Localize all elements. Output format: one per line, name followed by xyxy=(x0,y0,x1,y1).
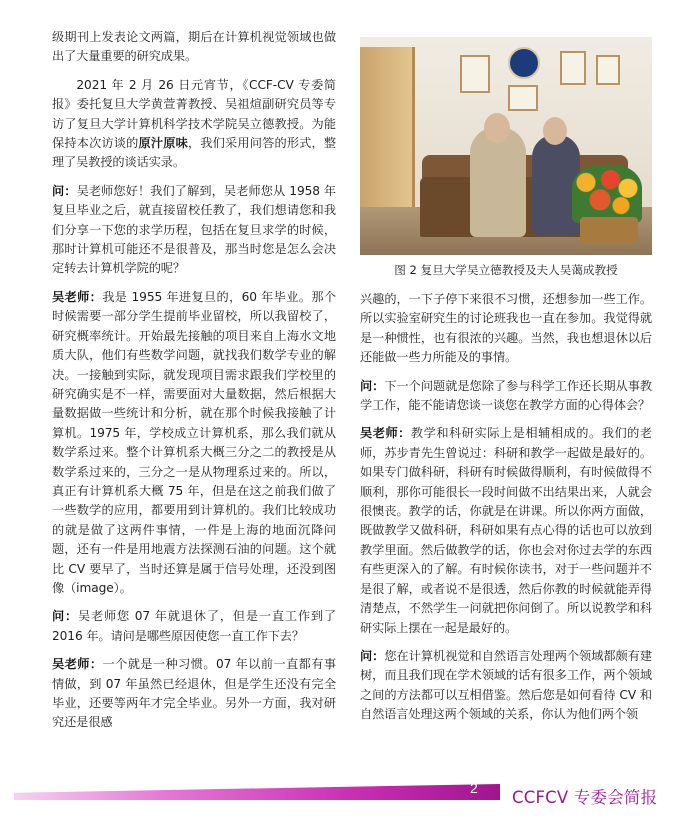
left-column xyxy=(52,28,336,742)
wall-emblem xyxy=(508,47,540,79)
question-4 xyxy=(360,647,652,725)
page-number: 2 xyxy=(470,780,478,796)
person-professor xyxy=(470,127,526,237)
flower-basket xyxy=(580,217,638,243)
answer-1 xyxy=(52,288,336,599)
question-2 xyxy=(52,607,336,646)
text: 级期刊上发表论文两篇，期后在计算机视觉领域也做出了大量重要的研究成果。 xyxy=(52,30,336,64)
text: 兴趣的，一下子停下来很不习惯，还想参加一些工作。所以实验室研究生的讨论班我也一直在参加。我觉得就是一种惯性，也有很浓的兴趣。当然，我也想退休以后还能做一些力所能及的事情。 xyxy=(360,292,652,365)
question-label: 问： xyxy=(360,378,385,393)
question-text: 下一个问题就是您除了参与科学工作还长期从事教学工作，能不能请您谈一谈您在教学方面的心得体会？ xyxy=(360,378,652,413)
text: 2021 年 2 月 26 日元宵节，《CCF-CV 专委简报》委托复旦大学黄萱菁教授、吴祖煊副研究员等专访了复旦大学计算机科学技术学院吴立德教授。为能保持本次访谈的 xyxy=(52,77,336,151)
footer-band xyxy=(14,784,500,800)
wall-frame xyxy=(560,51,586,85)
question-text: 吴老师您 07 年就退休了，但是一直工作到了 2016 年。请问是哪些原因使您一直工作下去？ xyxy=(52,609,336,643)
wall-frame xyxy=(460,55,490,93)
newsletter-brand: CCFCV 专委会简报 xyxy=(512,788,658,807)
paragraph-interview-intro xyxy=(52,76,336,173)
person-head xyxy=(484,113,510,143)
answer-3 xyxy=(360,424,652,637)
answer-label: 吴老师： xyxy=(360,426,411,441)
paragraph-intro-tail xyxy=(52,28,336,67)
answer-label: 吴老师： xyxy=(52,657,103,672)
answer-text: 一个就是一种习惯。07 年以前一直都有事情做，到 07 年虽然已经退休，但是学生还没有完全毕业，还要等两年才完全毕业。另外一方面，我对研究还是很感 xyxy=(52,657,336,730)
question-label: 问： xyxy=(52,183,77,198)
answer-text: 教学和科研实际上是相辅相成的。我们的老师，苏步青先生曾说过：科研和教学一起做是最好的。如果专门做科研，科研有时候做得顺利，有时候做得不顺利，那你可能很长一段时间做不出结果出来，人就会很懊丧。教学的话，你就是在讲课。所以你两方面做，既做教学又做科研，科研如果有点心得的话也可以放到教学里面。然后做教学的话，你也会对你过去学的东西有些更深入的了解。有时候你读书，对于一些问题并不是很了解，或者说不是很透，然后你教的时候就能弄得清楚点，不然学生一问就把你问倒了。所以说教学和科研实际上摆在一起是最好的。 xyxy=(360,426,652,635)
question-text: 您在计算机视觉和自然语言处理两个领域都颇有建树，而且我们现在学术领域的话有很多工作，两个领域之间的方法都可以互相借鉴。然后您是如何看待 CV 和自然语言处理这两个领域的关系，你认为他们两个领 xyxy=(360,648,652,722)
page-footer xyxy=(0,774,685,829)
question-text: 吴老师您好！我们了解到，吴老师您从 1958 年复旦毕业之后，就直接留校任教了，我们想请您和我们分享一下您的求学历程，包括在复旦求学的时候，那时计算机可能还不是很普及，那当时您是怎么会决定转去计算机学院的呢？ xyxy=(52,183,336,276)
person-head xyxy=(543,117,567,145)
text: ，我们采用问答的形式，整理了吴教授的谈话实录。 xyxy=(52,136,336,170)
question-3 xyxy=(360,377,652,416)
right-column xyxy=(360,290,652,734)
answer-2 xyxy=(52,655,336,733)
question-label: 问： xyxy=(360,648,385,663)
question-1 xyxy=(52,182,336,279)
figure-caption: 图 2 复旦大学吴立德教授及夫人吴蔼成教授 xyxy=(394,263,618,277)
wall-frame xyxy=(508,85,538,111)
answer-label: 吴老师： xyxy=(52,289,103,304)
answer-text: 我是 1955 年进复旦的，60 年毕业。那个时候需要一部分学生提前毕业留校，所以我留校了，研究概率统计。开始最先接触的项目来自上海水文地质大队，他们有些数学问题，就找我们数学专业的解决。一接触到实际，就发现项目需求跟我们学校里的研究确实是不一样，需要面对大量数据，然后根据大量数据做一些统计和分析，就在那个时候我接触了计算机。1975 年，学校成立计算机系，那么我们就从数学系过来。整个计算机系大概三分之二的教授是从数学系过来的，三分之一是从物理系过来的。所以，真正有计算机系大概 75 年，但是在这之前我们做了一些数学的应用，都要用到计算机的。我们比较成功的就是做了这两件事情，一件是上海的地面沉降问题，还有一件是用地震方法探测石油的问题。这个就比 CV 要早了，当时还算是属于信号处理，还没到图像（image）。 xyxy=(52,289,336,595)
wall-frame xyxy=(596,55,620,85)
question-label: 问： xyxy=(52,609,79,624)
flower-bouquet xyxy=(572,165,642,223)
figure-photo xyxy=(360,37,652,255)
answer-2-continued xyxy=(360,290,652,368)
emphasis-text: 原汁原味 xyxy=(138,136,188,151)
